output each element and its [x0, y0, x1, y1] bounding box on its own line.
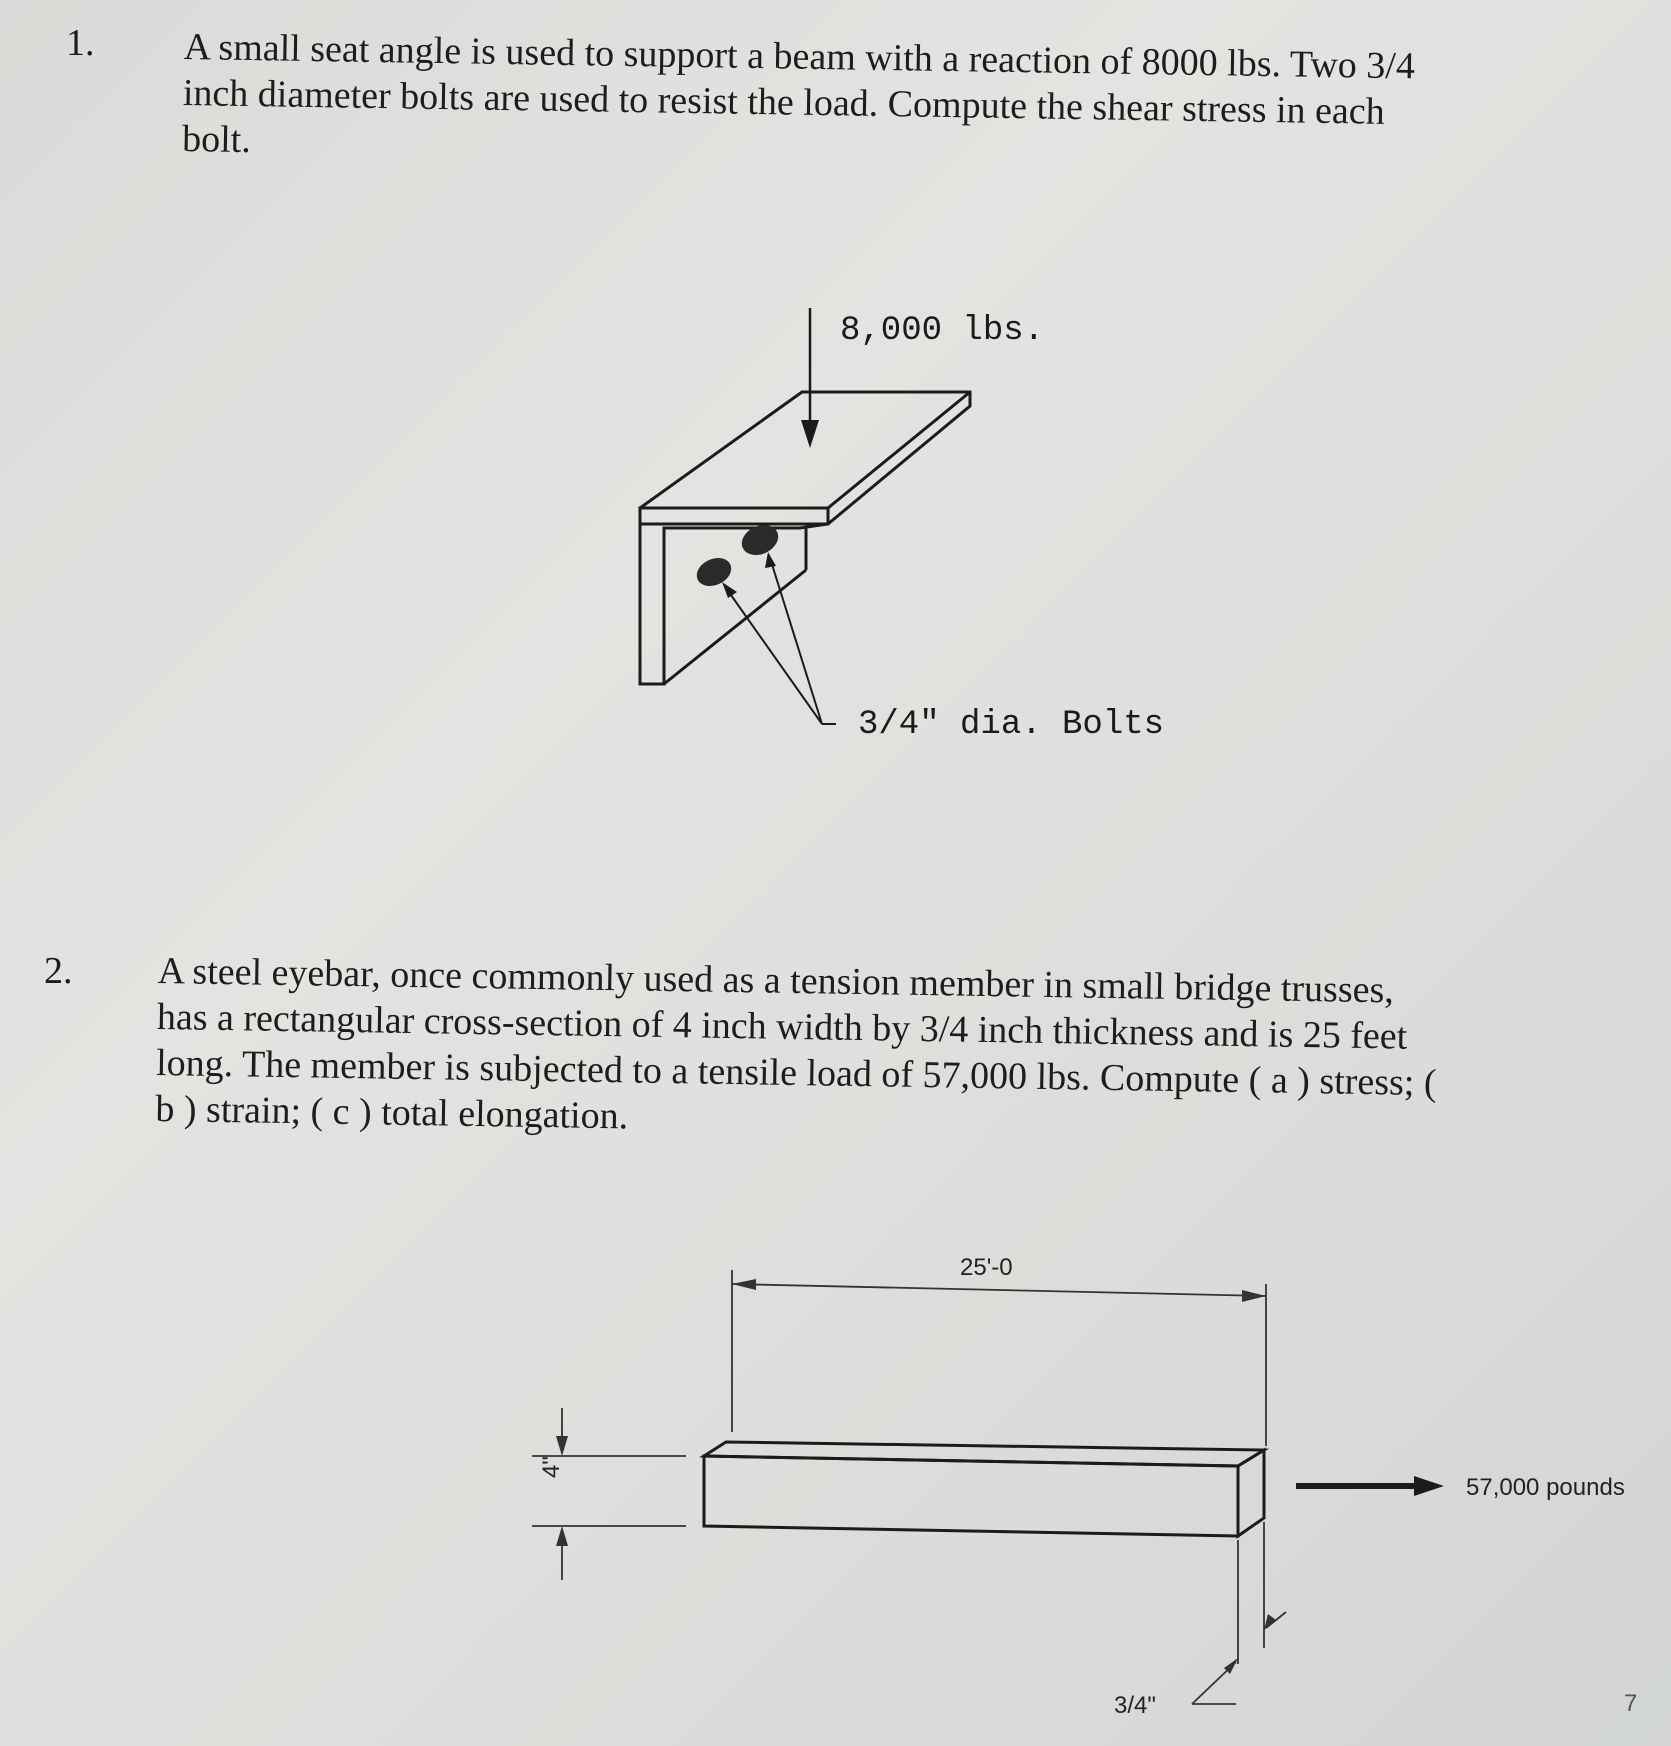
length-arrow-left — [732, 1279, 756, 1290]
thickness-label: 3/4" — [1114, 1692, 1156, 1719]
tension-load-arrow-head — [1414, 1476, 1444, 1496]
problem-1-number: 1. — [66, 22, 95, 64]
eyebar-top-face — [704, 1442, 1264, 1466]
page-mark: 7 — [1624, 1690, 1638, 1717]
length-arrow-right — [1242, 1290, 1266, 1302]
bolts-label: 3/4" dia. Bolts — [858, 706, 1165, 744]
length-label: 25'-0 — [960, 1254, 1013, 1281]
problem-1-text: A small seat angle is used to support a beam with a reaction of 8000 lbs. Two 3/4 inch diameter bolts are used to resist the load. Compute the shear stress in each bolt. — [181, 25, 1416, 162]
length-dimension-line — [732, 1284, 1266, 1296]
tension-load-label: 57,000 pounds — [1466, 1474, 1625, 1501]
width-arrow-top — [556, 1436, 568, 1456]
load-label-8000: 8,000 lbs. — [840, 312, 1045, 350]
eyebar-end-face — [1238, 1450, 1264, 1536]
width-arrow-bottom — [556, 1526, 568, 1546]
problem-2-text: A steel eyebar, once commonly used as a tension member in small bridge trusses, has a rectangular cross-section of 4 inch width by 3/4 inch thickness and is 25 feet long. The member is subjected to a tensile load of 57,000 lbs. Compute ( a ) stress; ( b ) strain; ( c ) total elongation. — [155, 949, 1437, 1138]
problem-2-number: 2. — [44, 950, 73, 992]
eyebar-front-face — [704, 1456, 1238, 1536]
width-label: 4" — [538, 1456, 565, 1478]
